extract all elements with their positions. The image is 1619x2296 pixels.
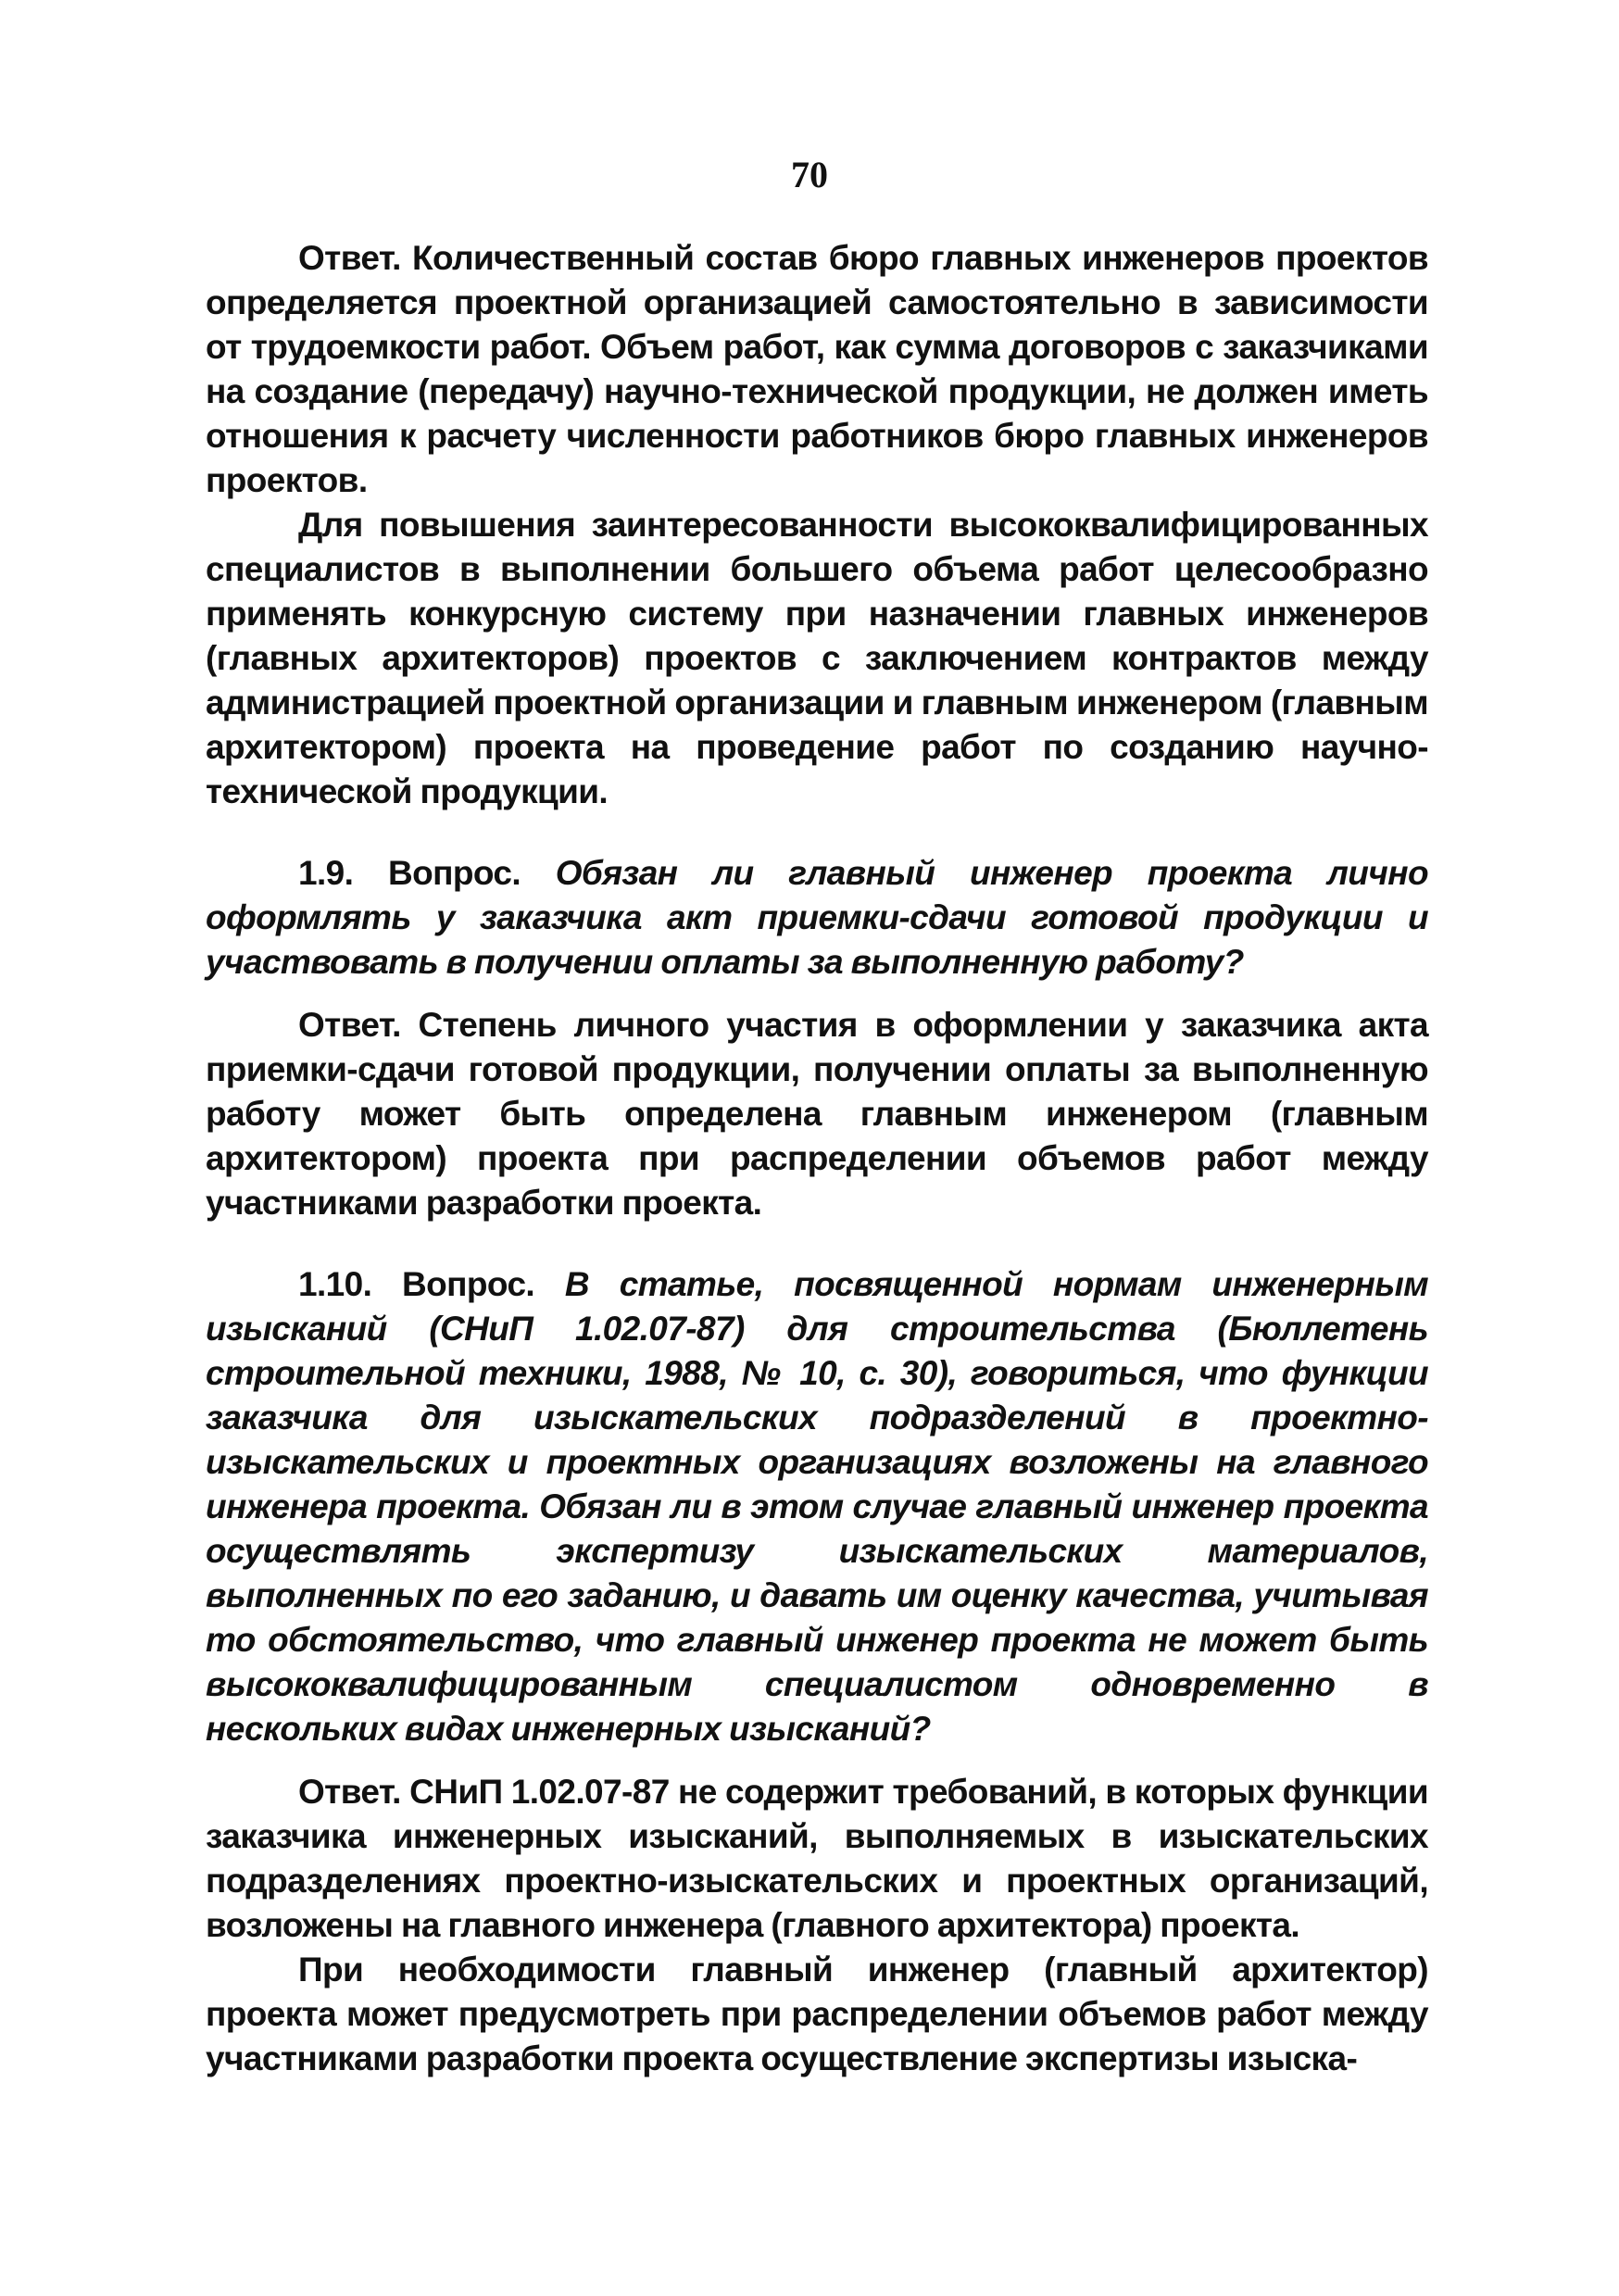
answer-1-10	[206, 1770, 1428, 1948]
answer-label: Ответ.	[298, 239, 401, 277]
document-body	[206, 236, 1428, 2081]
answer-text: Степень личного участия в оформлении у заказчика акта приемки-сдачи готовой продукции, получении оплаты за выполненную работу может быть определена главным инженером (главным архитектором) проекта при распределении объемов работ между участниками разработки проекта.	[206, 1006, 1428, 1222]
answer-text: Количественный состав бюро главных инженеров проектов определяется проектной организацией самостоятельно в зависимости от трудоемкости работ. Объем работ, как сумма договоров с заказчиками на создание (передачу) научно-технической продукции, не должен иметь отношения к расчету численности работников бюро главных инженеров проектов.	[206, 239, 1428, 499]
answer-1-9	[206, 1003, 1428, 1225]
paragraph-text: При необходимости главный инженер (главный архитектор) проекта может предусмотреть при распределении объемов работ между участниками разработки проекта осуществление экспертизы изыска-	[206, 1951, 1428, 2077]
answer-text: СНиП 1.02.07-87 не содержит требований, в которых функции заказчика инженерных изысканий, выполняемых в изыскательских подразделениях проектно-изыскательских и проектных организаций, возложены на главного инженера (главного архитектора) проекта.	[206, 1773, 1428, 1944]
question-1-9	[206, 851, 1428, 985]
answer-label: Ответ.	[298, 1006, 401, 1044]
question-label: 1.10. Вопрос.	[298, 1265, 535, 1303]
paragraph-text: Для повышения заинтересованности высококвалифицированных специалистов в выполнении большего объема работ целесообразно применять конкурсную систему при назначении главных инженеров (главных архитекторов) проектов с заключением контрактов между администрацией проектной организации и главным инженером (главным архитектором) проекта на проведение работ по созданию научно-технической продукции.	[206, 506, 1428, 810]
question-text: В статье, посвященной нормам инженерным изысканий (СНиП 1.02.07-87) для строительства (Бюллетень строительной техники, 1988, № 10, с. 30), говориться, что функции заказчика для изыскательских подразделений в проектно-изыскательских и проектных организациях возложены на главного инженера проекта. Обязан ли в этом случае главный инженер проекта осуществлять экспертизу изыскательских материалов, выполненных по его заданию, и давать им оценку качества, учитывая то обстоятельство, что главный инженер проекта не может быть высококвалифицированным специалистом одновременно в нескольких видах инженерных изысканий?	[206, 1265, 1429, 1748]
paragraph-last	[206, 1948, 1428, 2081]
question-1-10	[206, 1262, 1428, 1751]
paragraph-2	[206, 503, 1428, 814]
answer-paragraph-1	[206, 236, 1428, 503]
question-text: Обязан ли главный инженер проекта лично оформлять у заказчика акт приемки-сдачи готовой продукции и участвовать в получении оплаты за выполненную работу?	[206, 854, 1428, 981]
page-number: 70	[791, 154, 828, 195]
question-label: 1.9. Вопрос.	[298, 854, 521, 892]
answer-label: Ответ.	[298, 1773, 401, 1811]
